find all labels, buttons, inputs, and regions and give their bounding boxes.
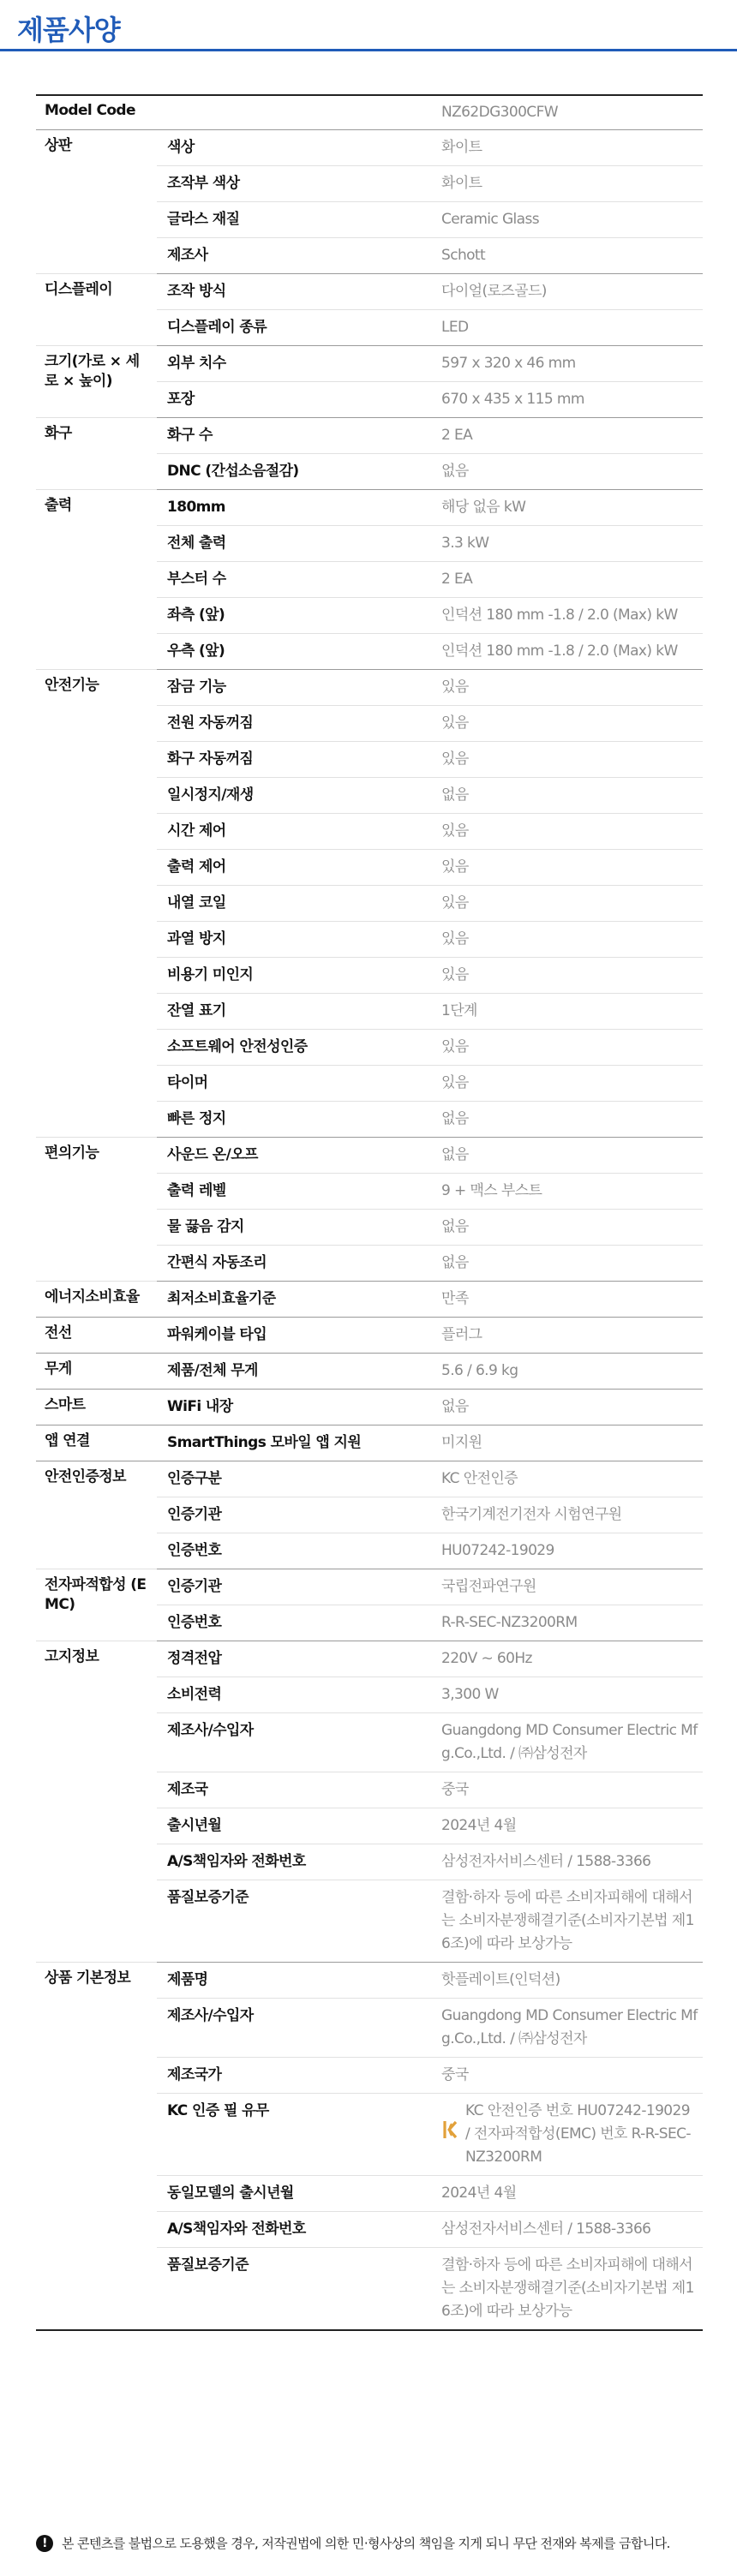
spec-label: 간편식 자동조리 xyxy=(157,1246,433,1282)
spec-label: 출력 레벨 xyxy=(157,1174,433,1210)
spec-label: 소비전력 xyxy=(157,1677,433,1713)
header-divider xyxy=(0,49,737,51)
spec-table xyxy=(36,94,703,2331)
spec-value: 있음 xyxy=(433,670,703,706)
spec-label: 화구 자동꺼짐 xyxy=(157,742,433,778)
spec-label: A/S책임자와 전화번호 xyxy=(157,1844,433,1880)
spec-row xyxy=(36,1138,703,1174)
spec-label: 출력 제어 xyxy=(157,850,433,886)
spec-table-container xyxy=(36,94,703,2331)
spec-category: 안전인증정보 xyxy=(36,1461,157,1569)
spec-value: 2024년 4월 xyxy=(433,1808,703,1844)
spec-value: 있음 xyxy=(433,958,703,994)
spec-label: 180mm xyxy=(157,490,433,526)
spec-value: 있음 xyxy=(433,922,703,958)
spec-label: 물 끓음 감지 xyxy=(157,1210,433,1246)
spec-table-body xyxy=(36,95,703,2330)
spec-label: 외부 치수 xyxy=(157,346,433,382)
spec-row xyxy=(36,130,703,166)
spec-label: KC 인증 필 유무 xyxy=(157,2094,433,2176)
spec-value: LED xyxy=(433,310,703,346)
spec-value: HU07242-19029 xyxy=(433,1533,703,1569)
spec-label: 글라스 재질 xyxy=(157,202,433,238)
spec-value: 597 x 320 x 46 mm xyxy=(433,346,703,382)
spec-label: 조작부 색상 xyxy=(157,166,433,202)
spec-category: 전선 xyxy=(36,1318,157,1354)
spec-value: 없음 xyxy=(433,454,703,490)
spec-value: 없음 xyxy=(433,1390,703,1425)
spec-label: 잠금 기능 xyxy=(157,670,433,706)
copyright-notice xyxy=(36,2534,713,2552)
spec-category: 크기(가로 × 세로 × 높이) xyxy=(36,346,157,418)
spec-value: 없음 xyxy=(433,1246,703,1282)
spec-label: 제품/전체 무게 xyxy=(157,1354,433,1390)
spec-label: WiFi 내장 xyxy=(157,1390,433,1425)
page-title: 제품사양 xyxy=(17,14,120,46)
spec-label: 파워케이블 타입 xyxy=(157,1318,433,1354)
spec-value: 화이트 xyxy=(433,166,703,202)
spec-value: 670 x 435 x 115 mm xyxy=(433,382,703,418)
spec-row xyxy=(36,1569,703,1605)
spec-row xyxy=(36,346,703,382)
spec-label: 제조국가 xyxy=(157,2058,433,2094)
spec-value: 5.6 / 6.9 kg xyxy=(433,1354,703,1390)
spec-label: 색상 xyxy=(157,130,433,166)
spec-value: 2 EA xyxy=(433,562,703,598)
spec-label: 우측 (앞) xyxy=(157,634,433,670)
spec-value: 9 + 맥스 부스트 xyxy=(433,1174,703,1210)
spec-label: 제조사/수입자 xyxy=(157,1713,433,1772)
spec-value: 2024년 4월 xyxy=(433,2176,703,2212)
spec-value: 있음 xyxy=(433,886,703,922)
spec-value: 없음 xyxy=(433,1102,703,1138)
spec-value: 있음 xyxy=(433,814,703,850)
spec-value: R-R-SEC-NZ3200RM xyxy=(433,1605,703,1641)
model-code-label: Model Code xyxy=(36,95,433,130)
spec-label: 포장 xyxy=(157,382,433,418)
spec-label: 좌측 (앞) xyxy=(157,598,433,634)
spec-value: 국립전파연구원 xyxy=(433,1569,703,1605)
model-code-value: NZ62DG300CFW xyxy=(433,95,703,130)
spec-category: 디스플레이 xyxy=(36,274,157,346)
spec-value: 있음 xyxy=(433,1030,703,1066)
spec-value: 중국 xyxy=(433,2058,703,2094)
spec-category: 편의기능 xyxy=(36,1138,157,1282)
warning-icon: ! xyxy=(36,2535,53,2552)
spec-row xyxy=(36,670,703,706)
spec-value: 한국기계전기전자 시험연구원 xyxy=(433,1497,703,1533)
spec-value: 있음 xyxy=(433,1066,703,1102)
kc-certification-mark-icon xyxy=(441,2119,460,2149)
spec-label: 부스터 수 xyxy=(157,562,433,598)
spec-label: 과열 방지 xyxy=(157,922,433,958)
page-header xyxy=(0,0,737,57)
spec-label: 타이머 xyxy=(157,1066,433,1102)
spec-value: KC 안전인증 번호 HU07242-19029 / 전자파적합성(EMC) 번호 R-R-SEC-NZ3200RM xyxy=(465,2102,691,2166)
spec-row xyxy=(36,490,703,526)
spec-value: 다이얼(로즈골드) xyxy=(433,274,703,310)
spec-value: 없음 xyxy=(433,778,703,814)
spec-value: 있음 xyxy=(433,850,703,886)
spec-label: 품질보증기준 xyxy=(157,2248,433,2331)
spec-label: 정격전압 xyxy=(157,1641,433,1677)
spec-value: 220V ~ 60Hz xyxy=(433,1641,703,1677)
spec-value: 만족 xyxy=(433,1282,703,1318)
spec-label: 비용기 미인지 xyxy=(157,958,433,994)
spec-value: 결함·하자 등에 따른 소비자피해에 대해서는 소비자분쟁해결기준(소비자기본법 제16조)에 따라 보상가능 xyxy=(433,1880,703,1963)
spec-category: 안전기능 xyxy=(36,670,157,1138)
spec-value: 3.3 kW xyxy=(433,526,703,562)
spec-label: 인증번호 xyxy=(157,1605,433,1641)
spec-label: 인증기관 xyxy=(157,1569,433,1605)
spec-label: 인증구분 xyxy=(157,1461,433,1497)
spec-label: SmartThings 모바일 앱 지원 xyxy=(157,1425,433,1461)
spec-category: 에너지소비효율 xyxy=(36,1282,157,1318)
spec-category: 앱 연결 xyxy=(36,1425,157,1461)
spec-label: 화구 수 xyxy=(157,418,433,454)
spec-category: 화구 xyxy=(36,418,157,490)
spec-value: 삼성전자서비스센터 / 1588-3366 xyxy=(433,1844,703,1880)
spec-row xyxy=(36,1461,703,1497)
spec-label: 제품명 xyxy=(157,1963,433,1999)
spec-category: 상판 xyxy=(36,130,157,274)
spec-category: 출력 xyxy=(36,490,157,670)
kc-value-box xyxy=(441,2100,698,2169)
spec-value: 미지원 xyxy=(433,1425,703,1461)
spec-value: KC 안전인증 xyxy=(433,1461,703,1497)
spec-label: 제조국 xyxy=(157,1772,433,1808)
spec-row xyxy=(36,1390,703,1425)
spec-value: 있음 xyxy=(433,706,703,742)
spec-label: 시간 제어 xyxy=(157,814,433,850)
spec-value: 플러그 xyxy=(433,1318,703,1354)
spec-category: 전자파적합성 (EMC) xyxy=(36,1569,157,1641)
spec-value-kc xyxy=(433,2094,703,2176)
spec-value: 2 EA xyxy=(433,418,703,454)
spec-row xyxy=(36,274,703,310)
spec-value: 인덕션 180 mm -1.8 / 2.0 (Max) kW xyxy=(433,598,703,634)
spec-row xyxy=(36,1641,703,1677)
spec-value: 삼성전자서비스센터 / 1588-3366 xyxy=(433,2212,703,2248)
spec-label: 최저소비효율기준 xyxy=(157,1282,433,1318)
spec-row xyxy=(36,1354,703,1390)
spec-label: 인증번호 xyxy=(157,1533,433,1569)
spec-label: 전원 자동꺼짐 xyxy=(157,706,433,742)
spec-value: 결함·하자 등에 따른 소비자피해에 대해서는 소비자분쟁해결기준(소비자기본법 제16조)에 따라 보상가능 xyxy=(433,2248,703,2331)
spec-label: 사운드 온/오프 xyxy=(157,1138,433,1174)
spec-row xyxy=(36,1318,703,1354)
model-code-row xyxy=(36,95,703,130)
spec-label: 전체 출력 xyxy=(157,526,433,562)
spec-category: 무게 xyxy=(36,1354,157,1390)
spec-row xyxy=(36,1282,703,1318)
spec-label: 조작 방식 xyxy=(157,274,433,310)
spec-label: 제조사 xyxy=(157,238,433,274)
spec-value: Schott xyxy=(433,238,703,274)
spec-category: 상품 기본정보 xyxy=(36,1963,157,2331)
spec-label: 일시정지/재생 xyxy=(157,778,433,814)
spec-label: 제조사/수입자 xyxy=(157,1999,433,2058)
spec-value: 없음 xyxy=(433,1138,703,1174)
spec-value: 핫플레이트(인덕션) xyxy=(433,1963,703,1999)
spec-value: Guangdong MD Consumer Electric Mfg.Co.,Ltd. / ㈜삼성전자 xyxy=(433,1999,703,2058)
spec-label: 빠른 정지 xyxy=(157,1102,433,1138)
spec-value: 중국 xyxy=(433,1772,703,1808)
spec-label: 출시년월 xyxy=(157,1808,433,1844)
spec-category: 스마트 xyxy=(36,1390,157,1425)
spec-row xyxy=(36,1963,703,1999)
spec-label: 소프트웨어 안전성인증 xyxy=(157,1030,433,1066)
copyright-notice-text: 본 콘텐츠를 불법으로 도용했을 경우, 저작권법에 의한 민·형사상의 책임을 지게 되니 무단 전재와 복제를 금합니다. xyxy=(62,2536,670,2551)
spec-value: 화이트 xyxy=(433,130,703,166)
spec-label: DNC (간섭소음절감) xyxy=(157,454,433,490)
spec-label: 잔열 표기 xyxy=(157,994,433,1030)
spec-value: Guangdong MD Consumer Electric Mfg.Co.,Ltd. / ㈜삼성전자 xyxy=(433,1713,703,1772)
spec-value: Ceramic Glass xyxy=(433,202,703,238)
spec-category: 고지정보 xyxy=(36,1641,157,1963)
spec-label: 인증기관 xyxy=(157,1497,433,1533)
spec-label: A/S책임자와 전화번호 xyxy=(157,2212,433,2248)
spec-label: 디스플레이 종류 xyxy=(157,310,433,346)
spec-value: 없음 xyxy=(433,1210,703,1246)
spec-value: 1단계 xyxy=(433,994,703,1030)
spec-row xyxy=(36,418,703,454)
spec-value: 3,300 W xyxy=(433,1677,703,1713)
spec-label: 내열 코일 xyxy=(157,886,433,922)
spec-label: 동일모델의 출시년월 xyxy=(157,2176,433,2212)
spec-label: 품질보증기준 xyxy=(157,1880,433,1963)
spec-value: 해당 없음 kW xyxy=(433,490,703,526)
spec-row xyxy=(36,1425,703,1461)
spec-value: 인덕션 180 mm -1.8 / 2.0 (Max) kW xyxy=(433,634,703,670)
spec-value: 있음 xyxy=(433,742,703,778)
